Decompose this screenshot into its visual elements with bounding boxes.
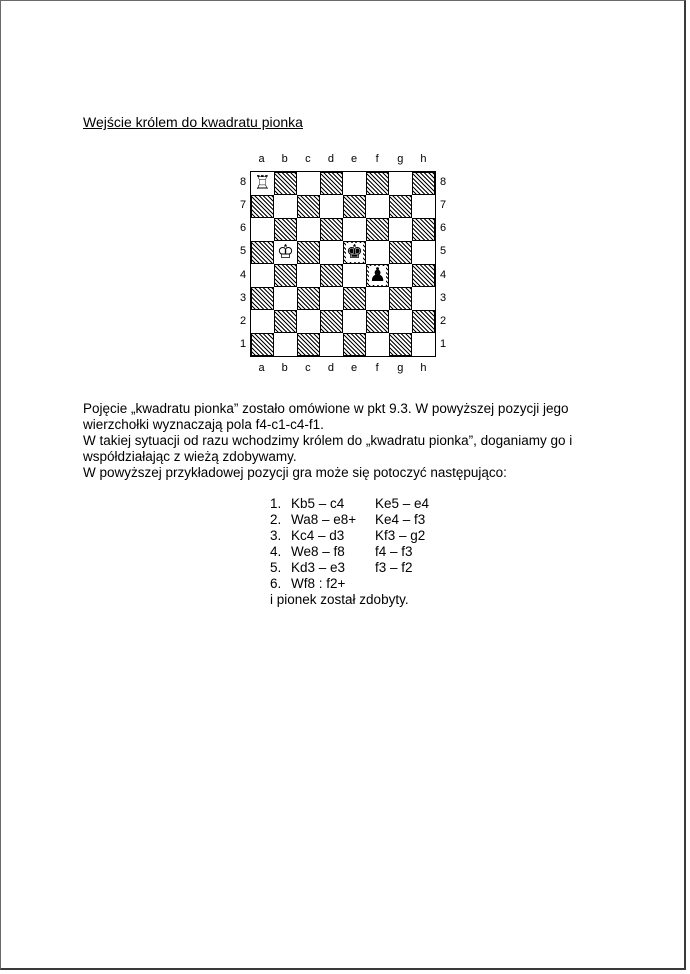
square-c7 bbox=[297, 195, 320, 218]
square-d5 bbox=[320, 241, 343, 264]
square-e5 bbox=[343, 241, 366, 264]
file-label: d bbox=[327, 153, 334, 165]
move-row bbox=[270, 512, 429, 528]
square-b8 bbox=[274, 172, 297, 195]
square-g4 bbox=[389, 264, 412, 287]
square-a6 bbox=[251, 218, 274, 241]
rank-labels-right bbox=[440, 171, 446, 356]
square-d4 bbox=[320, 264, 343, 287]
square-c5 bbox=[297, 241, 320, 264]
rank-label: 8 bbox=[440, 176, 447, 188]
square-g7 bbox=[389, 195, 412, 218]
square-a8 bbox=[251, 172, 274, 195]
square-b1 bbox=[274, 333, 297, 356]
rank-label: 1 bbox=[240, 337, 247, 350]
file-label: a bbox=[258, 153, 265, 165]
rank-labels-left bbox=[240, 171, 246, 356]
file-label: g bbox=[397, 362, 404, 374]
square-e6 bbox=[343, 218, 366, 241]
file-label: a bbox=[258, 362, 265, 374]
square-b4 bbox=[274, 264, 297, 287]
rank-label: 8 bbox=[240, 176, 247, 188]
file-label: e bbox=[351, 362, 358, 374]
explanation-text bbox=[83, 401, 623, 481]
black-move: f4 – f3 bbox=[375, 544, 413, 559]
square-g1 bbox=[389, 333, 412, 356]
rank-label: 3 bbox=[440, 291, 447, 304]
rank-label: 5 bbox=[440, 245, 447, 258]
square-a5 bbox=[251, 241, 274, 264]
square-d3 bbox=[320, 287, 343, 310]
white-move: Wa8 – e8+ bbox=[291, 512, 357, 527]
conclusion-text: i pionek został zdobyty. bbox=[270, 592, 409, 607]
move-number: 3. bbox=[270, 528, 282, 543]
square-d2 bbox=[320, 310, 343, 333]
rank-label: 2 bbox=[240, 314, 247, 327]
square-h8 bbox=[412, 172, 435, 195]
square-c1 bbox=[297, 333, 320, 356]
square-g5 bbox=[389, 241, 412, 264]
chess-diagram bbox=[230, 150, 460, 380]
file-label: f bbox=[375, 153, 379, 165]
square-h5 bbox=[412, 241, 435, 264]
square-f4 bbox=[366, 264, 389, 287]
rank-label: 4 bbox=[440, 268, 447, 281]
square-e8 bbox=[343, 172, 366, 195]
square-d6 bbox=[320, 218, 343, 241]
square-h4 bbox=[412, 264, 435, 287]
paragraph-example-intro: W powyższej przykładowej pozycji gra może się potoczyć następująco: bbox=[83, 465, 507, 480]
file-labels-bottom bbox=[250, 362, 435, 374]
rank-label: 2 bbox=[440, 314, 447, 327]
square-h2 bbox=[412, 310, 435, 333]
square-c6 bbox=[297, 218, 320, 241]
square-h3 bbox=[412, 287, 435, 310]
square-f7 bbox=[366, 195, 389, 218]
black-move: Kf3 – g2 bbox=[375, 528, 426, 543]
square-d1 bbox=[320, 333, 343, 356]
square-f3 bbox=[366, 287, 389, 310]
square-a7 bbox=[251, 195, 274, 218]
paragraph-square-concept: Pojęcie „kwadratu pionka” zostało omówione w pkt 9.3. W powyższej pozycji jego wierzchołki wyznaczają pola f4-c1-c4-f1. bbox=[83, 401, 569, 432]
file-label: d bbox=[327, 362, 334, 374]
rank-label: 3 bbox=[240, 291, 247, 304]
square-f6 bbox=[366, 218, 389, 241]
move-row bbox=[270, 528, 429, 544]
square-c2 bbox=[297, 310, 320, 333]
black-move: f3 – f2 bbox=[375, 560, 413, 575]
file-label: c bbox=[305, 153, 311, 165]
square-c3 bbox=[297, 287, 320, 310]
rank-label: 6 bbox=[440, 222, 447, 235]
move-number: 1. bbox=[270, 496, 282, 511]
move-row bbox=[270, 576, 429, 592]
rank-label: 7 bbox=[440, 199, 447, 212]
square-a1 bbox=[251, 333, 274, 356]
white-move: We8 – f8 bbox=[291, 544, 345, 559]
rank-label: 6 bbox=[240, 222, 247, 235]
rank-label: 1 bbox=[440, 337, 447, 350]
square-f1 bbox=[366, 333, 389, 356]
white-move: Kc4 – d3 bbox=[291, 528, 345, 543]
square-g8 bbox=[389, 172, 412, 195]
rank-label: 4 bbox=[240, 268, 247, 281]
black-pawn-icon: ♟ bbox=[368, 264, 387, 286]
square-b2 bbox=[274, 310, 297, 333]
move-row bbox=[270, 544, 429, 560]
white-move: Wf8 : f2+ bbox=[291, 576, 346, 591]
square-d8 bbox=[320, 172, 343, 195]
square-g6 bbox=[389, 218, 412, 241]
white-rook-icon: ♖ bbox=[253, 172, 272, 194]
white-move: Kd3 – e3 bbox=[291, 560, 346, 575]
square-e4 bbox=[343, 264, 366, 287]
square-h1 bbox=[412, 333, 435, 356]
black-move: Ke5 – e4 bbox=[375, 496, 430, 511]
square-e3 bbox=[343, 287, 366, 310]
file-label: h bbox=[420, 153, 427, 165]
move-number: 4. bbox=[270, 544, 282, 559]
square-a4 bbox=[251, 264, 274, 287]
square-a3 bbox=[251, 287, 274, 310]
move-number: 2. bbox=[270, 512, 282, 527]
chess-board bbox=[250, 171, 436, 357]
rank-label: 7 bbox=[240, 199, 247, 212]
file-label: h bbox=[420, 362, 427, 374]
square-e1 bbox=[343, 333, 366, 356]
square-c4 bbox=[297, 264, 320, 287]
file-label: b bbox=[281, 362, 288, 374]
paragraph-approach: W takiej sytuacji od razu wchodzimy królem do „kwadratu pionka”, doganiamy go i współdziałając z wieżą zdobywamy. bbox=[83, 433, 573, 464]
move-list bbox=[270, 496, 429, 608]
square-h6 bbox=[412, 218, 435, 241]
square-f5 bbox=[366, 241, 389, 264]
file-label: f bbox=[375, 362, 379, 374]
square-a2 bbox=[251, 310, 274, 333]
section-title: Wejście królem do kwadratu pionka bbox=[83, 114, 303, 130]
move-number: 6. bbox=[270, 576, 282, 591]
square-g3 bbox=[389, 287, 412, 310]
square-e2 bbox=[343, 310, 366, 333]
file-label: g bbox=[397, 153, 404, 165]
rank-label: 5 bbox=[240, 245, 247, 258]
square-b3 bbox=[274, 287, 297, 310]
white-king-icon: ♔ bbox=[276, 241, 295, 263]
square-e7 bbox=[343, 195, 366, 218]
square-b7 bbox=[274, 195, 297, 218]
move-row bbox=[270, 496, 429, 512]
file-label: c bbox=[305, 362, 311, 374]
square-c8 bbox=[297, 172, 320, 195]
square-f8 bbox=[366, 172, 389, 195]
square-g2 bbox=[389, 310, 412, 333]
white-move: Kb5 – c4 bbox=[291, 496, 345, 511]
move-row bbox=[270, 560, 429, 576]
square-b5 bbox=[274, 241, 297, 264]
file-labels-top bbox=[250, 153, 435, 165]
file-label: e bbox=[351, 153, 358, 165]
file-label: b bbox=[281, 153, 288, 165]
square-h7 bbox=[412, 195, 435, 218]
black-move: Ke4 – f3 bbox=[375, 512, 426, 527]
square-f2 bbox=[366, 310, 389, 333]
move-number: 5. bbox=[270, 560, 282, 575]
square-d7 bbox=[320, 195, 343, 218]
square-b6 bbox=[274, 218, 297, 241]
black-king-icon: ♚ bbox=[345, 241, 364, 263]
